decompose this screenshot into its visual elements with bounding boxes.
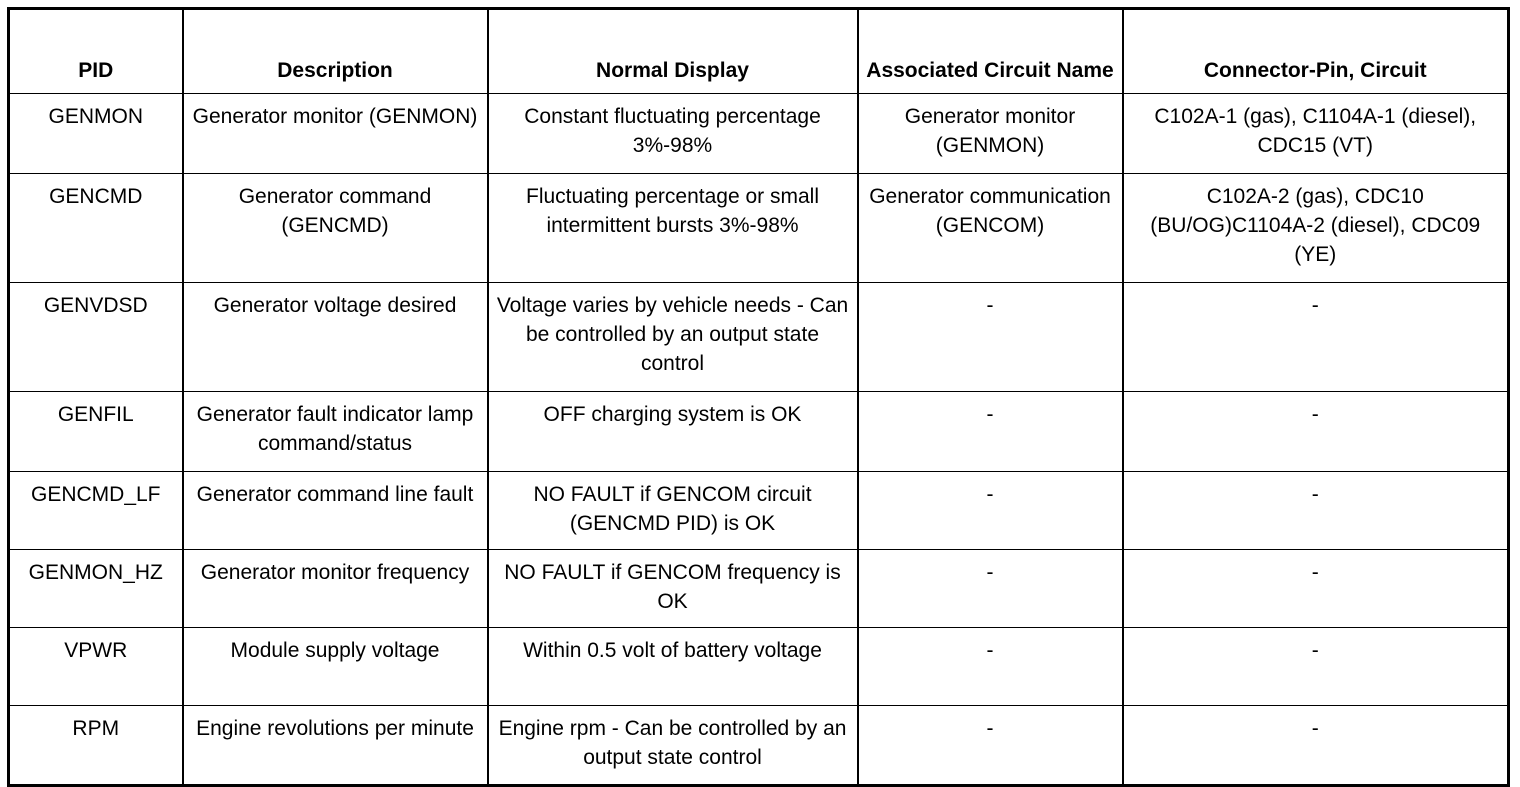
table-header <box>9 9 1509 94</box>
cell-description: Module supply voltage <box>183 628 488 706</box>
cell-description: Generator monitor frequency <box>183 550 488 628</box>
cell-associated-circuit: - <box>858 392 1123 472</box>
cell-description: Generator fault indicator lamp command/status <box>183 392 488 472</box>
cell-pid: GENCMD <box>9 174 183 283</box>
table-row <box>9 628 1509 706</box>
table-body <box>9 94 1509 786</box>
cell-associated-circuit: - <box>858 628 1123 706</box>
cell-associated-circuit: - <box>858 706 1123 786</box>
cell-associated-circuit: - <box>858 550 1123 628</box>
cell-description: Engine revolutions per minute <box>183 706 488 786</box>
table-row <box>9 472 1509 550</box>
cell-connector-pin: C102A-2 (gas), CDC10 (BU/OG)C1104A-2 (diesel), CDC09 (YE) <box>1123 174 1509 283</box>
cell-connector-pin: - <box>1123 392 1509 472</box>
cell-normal-display: Engine rpm - Can be controlled by an output state control <box>488 706 858 786</box>
header-pid: PID <box>9 9 183 94</box>
cell-pid: VPWR <box>9 628 183 706</box>
header-description: Description <box>183 9 488 94</box>
cell-normal-display: Within 0.5 volt of battery voltage <box>488 628 858 706</box>
table-row <box>9 550 1509 628</box>
header-normal-display: Normal Display <box>488 9 858 94</box>
header-associated-circuit-name: Associated Circuit Name <box>858 9 1123 94</box>
cell-normal-display: Voltage varies by vehicle needs - Can be controlled by an output state control <box>488 283 858 392</box>
cell-normal-display: NO FAULT if GENCOM frequency is OK <box>488 550 858 628</box>
cell-pid: GENFIL <box>9 392 183 472</box>
cell-pid: GENCMD_LF <box>9 472 183 550</box>
cell-associated-circuit: Generator communication (GENCOM) <box>858 174 1123 283</box>
cell-pid: GENMON <box>9 94 183 174</box>
cell-description: Generator command line fault <box>183 472 488 550</box>
cell-pid: GENMON_HZ <box>9 550 183 628</box>
cell-pid: RPM <box>9 706 183 786</box>
cell-description: Generator voltage desired <box>183 283 488 392</box>
header-connector-pin-circuit: Connector-Pin, Circuit <box>1123 9 1509 94</box>
cell-associated-circuit: - <box>858 472 1123 550</box>
cell-connector-pin: C102A-1 (gas), C1104A-1 (diesel), CDC15 (VT) <box>1123 94 1509 174</box>
cell-connector-pin: - <box>1123 550 1509 628</box>
cell-connector-pin: - <box>1123 706 1509 786</box>
pid-table <box>7 7 1510 787</box>
table-row <box>9 174 1509 283</box>
cell-connector-pin: - <box>1123 283 1509 392</box>
cell-associated-circuit: Generator monitor (GENMON) <box>858 94 1123 174</box>
cell-normal-display: Fluctuating percentage or small intermittent bursts 3%-98% <box>488 174 858 283</box>
cell-connector-pin: - <box>1123 628 1509 706</box>
header-row <box>9 9 1509 94</box>
cell-normal-display: Constant fluctuating percentage 3%-98% <box>488 94 858 174</box>
cell-associated-circuit: - <box>858 283 1123 392</box>
cell-description: Generator monitor (GENMON) <box>183 94 488 174</box>
cell-normal-display: NO FAULT if GENCOM circuit (GENCMD PID) is OK <box>488 472 858 550</box>
cell-normal-display: OFF charging system is OK <box>488 392 858 472</box>
table-row <box>9 283 1509 392</box>
cell-pid: GENVDSD <box>9 283 183 392</box>
table-row <box>9 94 1509 174</box>
cell-description: Generator command (GENCMD) <box>183 174 488 283</box>
table-row <box>9 392 1509 472</box>
cell-connector-pin: - <box>1123 472 1509 550</box>
